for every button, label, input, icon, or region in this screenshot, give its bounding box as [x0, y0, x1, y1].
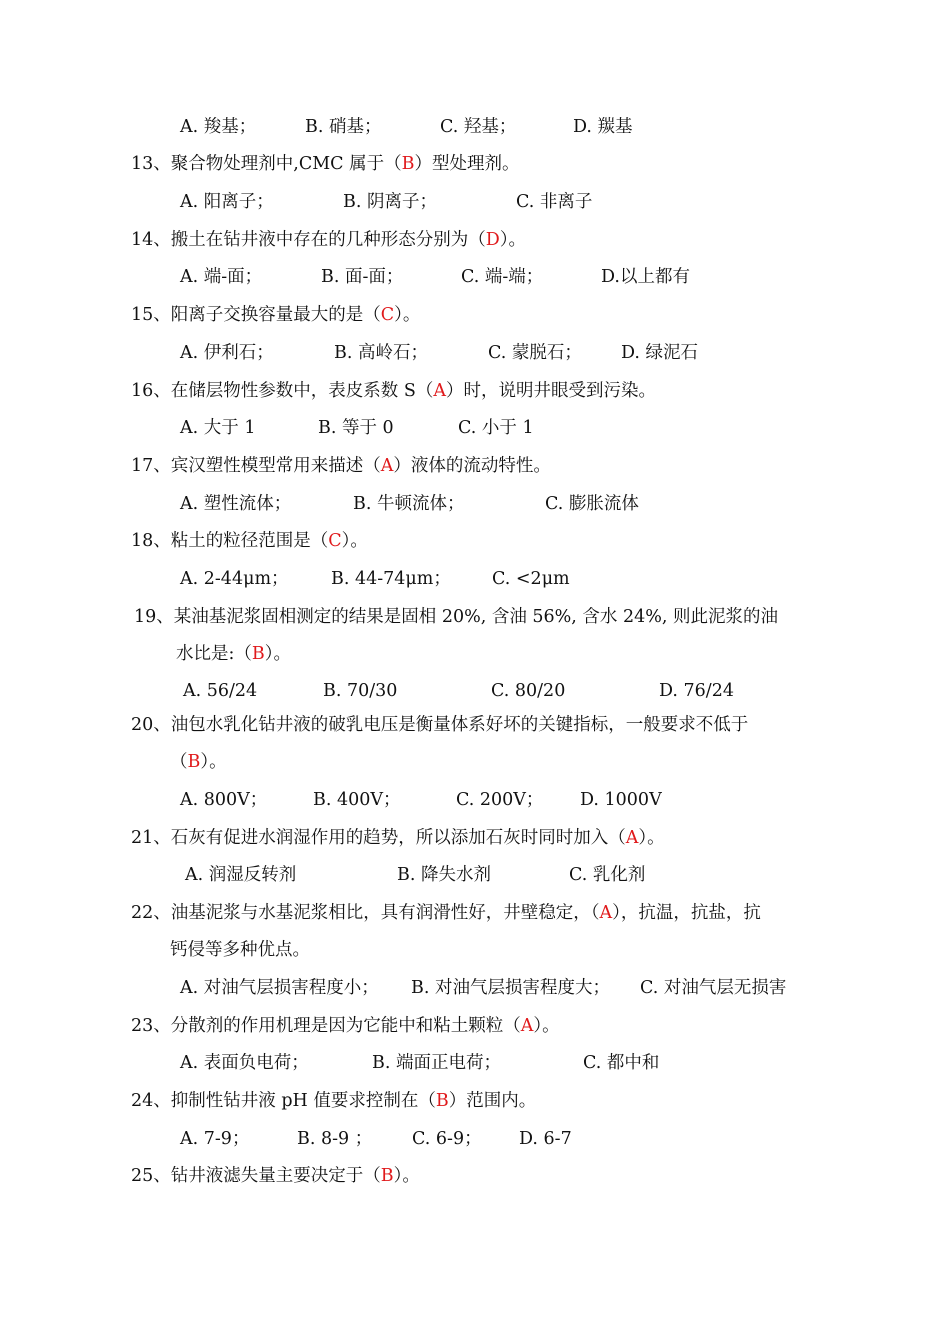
option-d: D. 1000V [580, 790, 662, 810]
option-a: A. 表面负电荷； [180, 1053, 309, 1073]
option-c: C. 膨胀流体 [545, 494, 639, 514]
question-text: 17、宾汉塑性模型常用来描述（ [131, 456, 381, 476]
question-text-end: ）。 [393, 1166, 420, 1186]
answer: B [187, 752, 201, 772]
option-c: C. 端-端； [461, 267, 544, 287]
question-text-end: ）时，说明井眼受到污染。 [445, 381, 656, 401]
question-21 [131, 826, 665, 850]
question-text: 22、油基泥浆与水基泥浆相比，具有润滑性好，井壁稳定，（ [131, 903, 600, 923]
question-17 [131, 454, 551, 478]
option-a: A. 大于 1 [180, 418, 256, 438]
option-c: C. 200V； [456, 790, 544, 810]
option-a: A. 羧基； [180, 117, 257, 137]
answer: B [401, 154, 415, 174]
question-text-end: ）型处理剂。 [414, 154, 520, 174]
question-22 [131, 901, 761, 925]
option-b: B. 对油气层损害程度大； [411, 978, 610, 998]
option-b: B. 400V； [313, 790, 401, 810]
question-text: 18、粘土的粒径范围是（ [131, 531, 329, 551]
question-16 [131, 379, 656, 403]
option-c: C. 6-9； [412, 1129, 482, 1149]
question-text: 14、搬土在钻井液中存在的几种形态分别为（ [131, 230, 486, 250]
question-text-end: ）。 [533, 1016, 560, 1036]
question-text: 25、钻井液滤失量主要决定于（ [131, 1166, 381, 1186]
question-text-end: ），抗温，抗盐，抗 [612, 903, 761, 923]
option-a: A. 2-44μm； [180, 569, 289, 589]
answer: B [251, 644, 265, 664]
question-text-end: ）。 [264, 644, 292, 664]
question-24 [131, 1089, 536, 1113]
option-a: A. 对油气层损害程度小； [180, 978, 379, 998]
question-text: 23、分散剂的作用机理是因为它能中和粘土颗粒（ [131, 1016, 521, 1036]
option-c: C. 非离子 [516, 192, 593, 212]
question-text: 21、石灰有促进水润湿作用的趋势，所以添加石灰时同时加入（ [131, 828, 626, 848]
question-22-cont [170, 938, 310, 962]
question-text: 13、聚合物处理剂中,CMC 属于（ [131, 154, 402, 174]
question-text: 15、阳离子交换容量最大的是（ [131, 305, 381, 325]
option-d: D.以上都有 [601, 267, 690, 287]
question-25 [131, 1164, 420, 1188]
question-text-end: ）。 [200, 752, 227, 772]
answer: B [380, 1166, 394, 1186]
option-d: D. 6-7 [519, 1129, 572, 1149]
option-b: B. 降失水剂 [397, 865, 491, 885]
question-text-end: ）。 [499, 230, 527, 250]
option-b: B. 高岭石； [334, 343, 428, 363]
option-b: B. 等于 0 [318, 418, 394, 438]
question-text: 24、抑制性钻井液 pH 值要求控制在（ [131, 1091, 436, 1111]
option-b: B. 8-9 ； [297, 1129, 373, 1149]
question-text-end: ）。 [638, 828, 665, 848]
option-a: A. 56/24 [183, 681, 258, 701]
option-b: B. 硝基； [305, 117, 382, 137]
option-d: D. 羰基 [573, 117, 633, 137]
question-text-end: ）范围内。 [448, 1091, 537, 1111]
option-d: D. 绿泥石 [621, 343, 699, 363]
option-b: B. 70/30 [323, 681, 398, 701]
answer: A [520, 1016, 534, 1036]
option-c: C. <2μm [492, 569, 570, 589]
option-a: A. 端-面； [180, 267, 263, 287]
answer: B [435, 1091, 449, 1111]
question-text-end: ）液体的流动特性。 [393, 456, 551, 476]
option-c: C. 80/20 [491, 681, 566, 701]
answer: C [380, 305, 395, 325]
answer: A [433, 381, 446, 401]
option-b: B. 44-74μm； [331, 569, 451, 589]
answer: D [485, 230, 500, 250]
question-20 [131, 713, 748, 737]
answer: A [599, 903, 613, 923]
option-a: A. 阳离子； [180, 192, 274, 212]
option-b: B. 阴离子； [343, 192, 437, 212]
question-text-end: ）。 [341, 531, 368, 551]
answer: A [380, 456, 394, 476]
option-c: C. 蒙脱石； [488, 343, 582, 363]
question-text: 水比是:（ [176, 644, 252, 664]
question-23 [131, 1014, 560, 1038]
question-13 [131, 152, 519, 176]
option-b: B. 牛顿流体； [353, 494, 465, 514]
question-19-cont [176, 642, 291, 666]
question-text: 19、某油基泥浆固相测定的结果是固相 20%, 含油 56%, 含水 24%, 则此泥浆的油 [134, 607, 779, 627]
option-c: C. 小于 1 [458, 418, 534, 438]
question-text: （ [170, 752, 188, 772]
answer: C [328, 531, 342, 551]
option-a: A. 塑性流体； [180, 494, 292, 514]
question-20-cont [170, 750, 227, 774]
option-a: A. 800V； [180, 790, 268, 810]
question-text-end: ）。 [394, 305, 421, 325]
question-19 [134, 605, 778, 629]
option-b: B. 面-面； [321, 267, 404, 287]
option-c: C. 乳化剂 [569, 865, 646, 885]
question-text: 20、油包水乳化钻井液的破乳电压是衡量体系好坏的关键指标，一般要求不低于 [131, 715, 749, 735]
option-a: A. 7-9； [180, 1129, 250, 1149]
question-15 [131, 303, 420, 327]
question-18 [131, 529, 368, 553]
answer: A [625, 828, 639, 848]
question-text: 钙侵等多种优点。 [170, 940, 310, 960]
question-text: 16、在储层物性参数中，表皮系数 S（ [131, 381, 434, 401]
option-a: A. 润湿反转剂 [185, 865, 297, 885]
option-c: C. 对油气层无损害 [640, 978, 787, 998]
option-a: A. 伊利石； [180, 343, 274, 363]
option-c: C. 羟基； [440, 117, 517, 137]
option-c: C. 都中和 [583, 1053, 660, 1073]
question-14 [131, 228, 526, 252]
option-b: B. 端面正电荷； [372, 1053, 501, 1073]
option-d: D. 76/24 [659, 681, 734, 701]
